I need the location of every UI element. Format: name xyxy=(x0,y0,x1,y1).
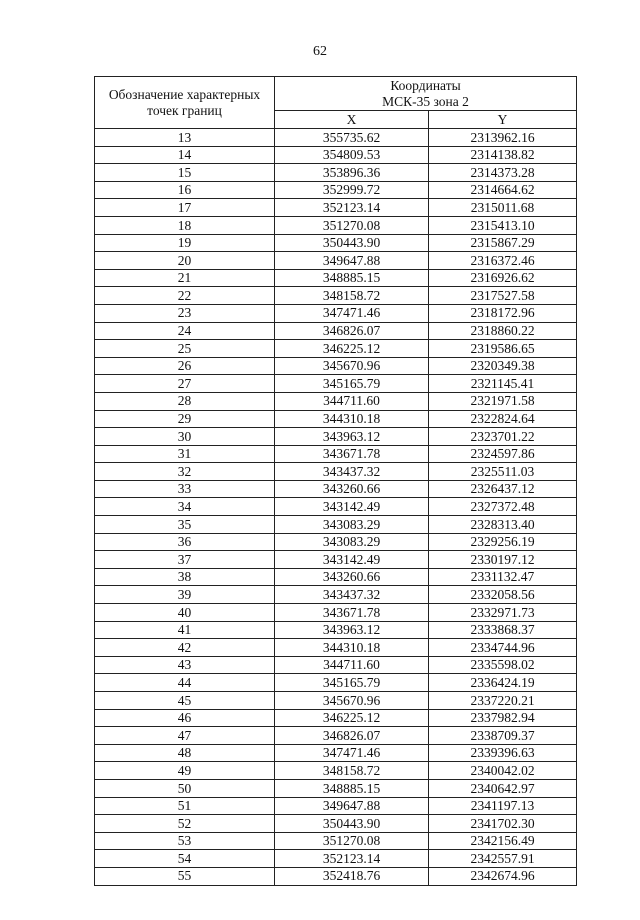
y-coordinate-cell: 2329256.19 xyxy=(429,533,577,551)
table-row xyxy=(95,551,577,569)
y-coordinate-cell: 2335598.02 xyxy=(429,656,577,674)
table-row xyxy=(95,832,577,850)
y-coordinate-cell: 2326437.12 xyxy=(429,480,577,498)
y-coordinate-cell: 2314664.62 xyxy=(429,181,577,199)
point-cell: 31 xyxy=(95,445,275,463)
y-coordinate-cell: 2323701.22 xyxy=(429,428,577,446)
table-row xyxy=(95,867,577,885)
point-cell: 29 xyxy=(95,410,275,428)
y-column-header: Y xyxy=(429,111,577,129)
table-row xyxy=(95,216,577,234)
table-row xyxy=(95,639,577,657)
table-row xyxy=(95,181,577,199)
x-coordinate-cell: 343963.12 xyxy=(275,428,429,446)
table-row xyxy=(95,463,577,481)
x-coordinate-cell: 343083.29 xyxy=(275,516,429,534)
table-row xyxy=(95,392,577,410)
x-coordinate-cell: 345670.96 xyxy=(275,692,429,710)
y-coordinate-cell: 2322824.64 xyxy=(429,410,577,428)
x-coordinate-cell: 343671.78 xyxy=(275,604,429,622)
table-row xyxy=(95,762,577,780)
y-coordinate-cell: 2324597.86 xyxy=(429,445,577,463)
x-coordinate-cell: 346826.07 xyxy=(275,727,429,745)
table-row xyxy=(95,779,577,797)
point-cell: 22 xyxy=(95,287,275,305)
y-coordinate-cell: 2319586.65 xyxy=(429,340,577,358)
x-coordinate-cell: 343260.66 xyxy=(275,568,429,586)
table-row xyxy=(95,815,577,833)
x-coordinate-cell: 352418.76 xyxy=(275,867,429,885)
point-cell: 21 xyxy=(95,269,275,287)
x-coordinate-cell: 351270.08 xyxy=(275,216,429,234)
point-cell: 44 xyxy=(95,674,275,692)
table-row xyxy=(95,199,577,217)
point-cell: 51 xyxy=(95,797,275,815)
point-column-header: Обозначение характерных точек границ xyxy=(95,77,275,129)
x-coordinate-cell: 344310.18 xyxy=(275,410,429,428)
point-cell: 54 xyxy=(95,850,275,868)
point-cell: 17 xyxy=(95,199,275,217)
x-coordinate-cell: 348885.15 xyxy=(275,269,429,287)
x-coordinate-cell: 344711.60 xyxy=(275,392,429,410)
table-row xyxy=(95,674,577,692)
x-coordinate-cell: 352123.14 xyxy=(275,199,429,217)
point-cell: 24 xyxy=(95,322,275,340)
point-cell: 42 xyxy=(95,639,275,657)
point-cell: 30 xyxy=(95,428,275,446)
coordinates-table xyxy=(94,76,577,886)
coordinates-column-header xyxy=(275,77,577,111)
point-cell: 41 xyxy=(95,621,275,639)
table-row xyxy=(95,304,577,322)
table-row xyxy=(95,410,577,428)
y-coordinate-cell: 2316372.46 xyxy=(429,252,577,270)
y-coordinate-cell: 2337220.21 xyxy=(429,692,577,710)
table-row xyxy=(95,621,577,639)
y-coordinate-cell: 2325511.03 xyxy=(429,463,577,481)
x-coordinate-cell: 351270.08 xyxy=(275,832,429,850)
point-cell: 36 xyxy=(95,533,275,551)
x-coordinate-cell: 348158.72 xyxy=(275,762,429,780)
x-coordinate-cell: 355735.62 xyxy=(275,129,429,147)
y-coordinate-cell: 2340042.02 xyxy=(429,762,577,780)
table-header xyxy=(95,77,577,129)
y-coordinate-cell: 2340642.97 xyxy=(429,779,577,797)
table-row xyxy=(95,692,577,710)
point-cell: 18 xyxy=(95,216,275,234)
point-cell: 14 xyxy=(95,146,275,164)
table-row xyxy=(95,428,577,446)
point-cell: 16 xyxy=(95,181,275,199)
x-coordinate-cell: 343260.66 xyxy=(275,480,429,498)
y-coordinate-cell: 2338709.37 xyxy=(429,727,577,745)
x-coordinate-cell: 343671.78 xyxy=(275,445,429,463)
point-cell: 43 xyxy=(95,656,275,674)
x-coordinate-cell: 350443.90 xyxy=(275,815,429,833)
y-coordinate-cell: 2342557.91 xyxy=(429,850,577,868)
x-coordinate-cell: 346826.07 xyxy=(275,322,429,340)
y-coordinate-cell: 2318860.22 xyxy=(429,322,577,340)
x-coordinate-cell: 347471.46 xyxy=(275,744,429,762)
table-row xyxy=(95,146,577,164)
point-cell: 49 xyxy=(95,762,275,780)
point-cell: 37 xyxy=(95,551,275,569)
y-coordinate-cell: 2342156.49 xyxy=(429,832,577,850)
y-coordinate-cell: 2333868.37 xyxy=(429,621,577,639)
x-coordinate-cell: 353896.36 xyxy=(275,164,429,182)
y-coordinate-cell: 2334744.96 xyxy=(429,639,577,657)
y-coordinate-cell: 2315413.10 xyxy=(429,216,577,234)
point-cell: 52 xyxy=(95,815,275,833)
y-coordinate-cell: 2316926.62 xyxy=(429,269,577,287)
table-row xyxy=(95,797,577,815)
table-row xyxy=(95,129,577,147)
coordinate-system: МСК-35 зона 2 xyxy=(382,93,469,109)
table-row xyxy=(95,480,577,498)
point-cell: 40 xyxy=(95,604,275,622)
table-row xyxy=(95,287,577,305)
y-coordinate-cell: 2315867.29 xyxy=(429,234,577,252)
x-coordinate-cell: 343142.49 xyxy=(275,551,429,569)
x-coordinate-cell: 343963.12 xyxy=(275,621,429,639)
table-row xyxy=(95,586,577,604)
x-coordinate-cell: 343437.32 xyxy=(275,586,429,604)
y-coordinate-cell: 2341197.13 xyxy=(429,797,577,815)
point-cell: 15 xyxy=(95,164,275,182)
point-cell: 20 xyxy=(95,252,275,270)
point-cell: 47 xyxy=(95,727,275,745)
x-coordinate-cell: 354809.53 xyxy=(275,146,429,164)
table-row xyxy=(95,709,577,727)
point-cell: 50 xyxy=(95,779,275,797)
x-coordinate-cell: 349647.88 xyxy=(275,252,429,270)
point-cell: 46 xyxy=(95,709,275,727)
x-coordinate-cell: 343083.29 xyxy=(275,533,429,551)
point-cell: 33 xyxy=(95,480,275,498)
table-row xyxy=(95,269,577,287)
x-coordinate-cell: 348158.72 xyxy=(275,287,429,305)
table-row xyxy=(95,445,577,463)
point-cell: 34 xyxy=(95,498,275,516)
point-cell: 19 xyxy=(95,234,275,252)
y-coordinate-cell: 2315011.68 xyxy=(429,199,577,217)
point-cell: 26 xyxy=(95,357,275,375)
point-cell: 27 xyxy=(95,375,275,393)
table-row xyxy=(95,252,577,270)
y-coordinate-cell: 2336424.19 xyxy=(429,674,577,692)
y-coordinate-cell: 2314138.82 xyxy=(429,146,577,164)
table-row xyxy=(95,850,577,868)
x-coordinate-cell: 345670.96 xyxy=(275,357,429,375)
y-coordinate-cell: 2332971.73 xyxy=(429,604,577,622)
y-coordinate-cell: 2320349.38 xyxy=(429,357,577,375)
x-coordinate-cell: 347471.46 xyxy=(275,304,429,322)
x-coordinate-cell: 344711.60 xyxy=(275,656,429,674)
table-row xyxy=(95,234,577,252)
x-coordinate-cell: 352123.14 xyxy=(275,850,429,868)
point-cell: 23 xyxy=(95,304,275,322)
table-row xyxy=(95,656,577,674)
x-coordinate-cell: 349647.88 xyxy=(275,797,429,815)
table-row xyxy=(95,357,577,375)
x-coordinate-cell: 352999.72 xyxy=(275,181,429,199)
y-coordinate-cell: 2328313.40 xyxy=(429,516,577,534)
point-cell: 35 xyxy=(95,516,275,534)
table-row xyxy=(95,322,577,340)
x-coordinate-cell: 346225.12 xyxy=(275,709,429,727)
x-coordinate-cell: 348885.15 xyxy=(275,779,429,797)
y-coordinate-cell: 2313962.16 xyxy=(429,129,577,147)
point-cell: 25 xyxy=(95,340,275,358)
point-cell: 53 xyxy=(95,832,275,850)
y-coordinate-cell: 2342674.96 xyxy=(429,867,577,885)
y-coordinate-cell: 2318172.96 xyxy=(429,304,577,322)
point-cell: 48 xyxy=(95,744,275,762)
y-coordinate-cell: 2321145.41 xyxy=(429,375,577,393)
y-coordinate-cell: 2339396.63 xyxy=(429,744,577,762)
table-row xyxy=(95,498,577,516)
table-row xyxy=(95,375,577,393)
page-number: 62 xyxy=(313,44,327,59)
x-coordinate-cell: 345165.79 xyxy=(275,375,429,393)
y-coordinate-cell: 2317527.58 xyxy=(429,287,577,305)
table-row xyxy=(95,727,577,745)
point-cell: 32 xyxy=(95,463,275,481)
x-coordinate-cell: 343437.32 xyxy=(275,463,429,481)
table-row xyxy=(95,340,577,358)
y-coordinate-cell: 2331132.47 xyxy=(429,568,577,586)
x-column-header: X xyxy=(275,111,429,129)
point-cell: 13 xyxy=(95,129,275,147)
y-coordinate-cell: 2314373.28 xyxy=(429,164,577,182)
header-row xyxy=(95,77,577,111)
table-row xyxy=(95,516,577,534)
y-coordinate-cell: 2332058.56 xyxy=(429,586,577,604)
x-coordinate-cell: 343142.49 xyxy=(275,498,429,516)
y-coordinate-cell: 2341702.30 xyxy=(429,815,577,833)
y-coordinate-cell: 2337982.94 xyxy=(429,709,577,727)
y-coordinate-cell: 2321971.58 xyxy=(429,392,577,410)
point-cell: 39 xyxy=(95,586,275,604)
table-row xyxy=(95,533,577,551)
point-cell: 28 xyxy=(95,392,275,410)
table-body xyxy=(95,129,577,886)
coordinates-title: Координаты xyxy=(390,77,461,93)
x-coordinate-cell: 345165.79 xyxy=(275,674,429,692)
y-coordinate-cell: 2330197.12 xyxy=(429,551,577,569)
x-coordinate-cell: 344310.18 xyxy=(275,639,429,657)
table-row xyxy=(95,604,577,622)
x-coordinate-cell: 350443.90 xyxy=(275,234,429,252)
table-row xyxy=(95,164,577,182)
point-cell: 38 xyxy=(95,568,275,586)
point-cell: 55 xyxy=(95,867,275,885)
x-coordinate-cell: 346225.12 xyxy=(275,340,429,358)
table-row xyxy=(95,568,577,586)
table-row xyxy=(95,744,577,762)
point-cell: 45 xyxy=(95,692,275,710)
y-coordinate-cell: 2327372.48 xyxy=(429,498,577,516)
